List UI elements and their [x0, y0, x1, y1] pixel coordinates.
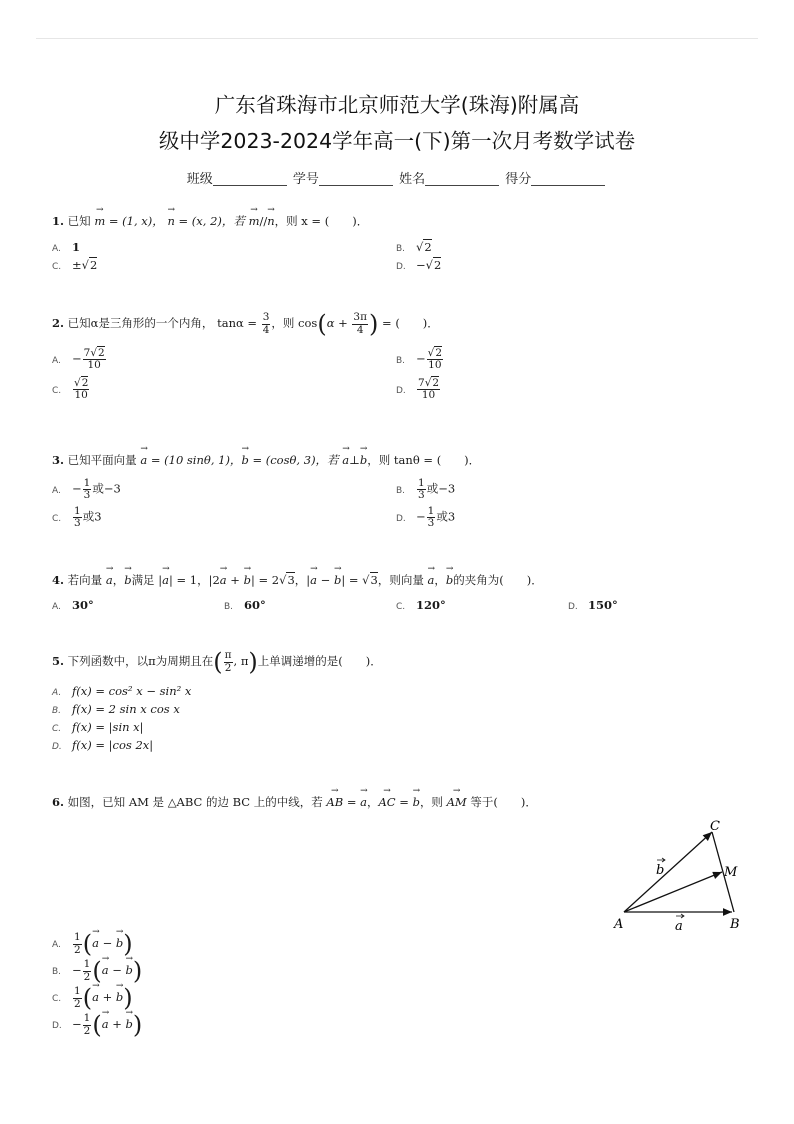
option-value: f(x) = cos² x − sin² x: [72, 684, 192, 698]
option-value: 150°: [588, 598, 618, 612]
vector-n: → n: [267, 214, 274, 228]
question-number: 1.: [52, 214, 65, 228]
q3-b-eq: = (cosθ, 3)，若: [248, 453, 343, 467]
q1-tail: ，则 x = ( )．: [274, 214, 369, 228]
question-6: [52, 794, 537, 810]
vector-a: → a: [220, 573, 227, 587]
option-value: 2: [89, 258, 98, 272]
denominator: 3: [427, 517, 435, 530]
q3-option-b[interactable]: [396, 478, 455, 501]
q1-option-c[interactable]: C. ±√2: [52, 258, 98, 272]
name-blank[interactable]: [425, 171, 499, 186]
median-AM: [624, 872, 722, 912]
numerator: 3π: [353, 311, 367, 324]
coef: 7: [418, 377, 425, 389]
question-number: 5.: [52, 654, 65, 668]
q3-option-d[interactable]: [396, 506, 455, 529]
q4-eq: | = 1，|2: [168, 573, 220, 587]
q2-text: 已知α是三角形的一个内角，: [67, 316, 214, 330]
paren-close: ): [248, 648, 258, 676]
coef: 7: [83, 347, 91, 359]
perp-symbol: ⊥: [349, 453, 360, 467]
q4-option-a[interactable]: [52, 598, 94, 612]
vector-b: → b: [413, 795, 420, 809]
equals: =: [343, 795, 361, 809]
triangle-figure: [600, 812, 760, 938]
numerator: √2: [427, 347, 443, 359]
numerator: 1: [83, 958, 91, 971]
q5-option-c[interactable]: [52, 720, 144, 734]
vector-b: → b: [244, 573, 251, 587]
exam-title-line1: 广东省珠海市北京师范大学(珠海)附属高: [214, 93, 580, 117]
sign: −: [416, 351, 426, 366]
q1-option-d[interactable]: D. −√2: [396, 258, 442, 272]
denominator: 3: [74, 517, 81, 530]
vector-AC: → AC: [379, 795, 396, 809]
comma: ，: [112, 573, 125, 587]
option-label: B.: [52, 967, 62, 977]
minus: −: [317, 573, 334, 587]
vector-AB: → AB: [326, 795, 343, 809]
vector-AM: → AM: [447, 795, 467, 809]
option-value: 2: [424, 240, 432, 254]
student-info-row: [0, 168, 794, 187]
question-2: [52, 312, 439, 336]
sign: −: [416, 509, 426, 524]
fraction-half: [83, 959, 92, 982]
q5-tail: 上单调递增的是( )．: [257, 654, 382, 668]
option-label: B.: [224, 602, 234, 612]
option-label: C.: [52, 724, 62, 734]
point-label-M: M: [724, 865, 738, 880]
value: 3: [94, 509, 102, 524]
option-label: D.: [396, 513, 406, 524]
option-label: A.: [52, 602, 61, 612]
numerator: 1: [74, 505, 81, 517]
fraction: [417, 378, 440, 401]
fraction: [427, 506, 436, 529]
fraction: [73, 378, 89, 401]
vector-b: → b: [126, 963, 133, 977]
option-label: A.: [52, 940, 61, 950]
comma: ，: [367, 795, 379, 809]
option-label: B.: [396, 244, 406, 254]
fraction-half: [83, 1013, 92, 1036]
name-label: 姓名: [399, 172, 426, 187]
q2-cos: ，则 cos: [271, 316, 318, 330]
q3-a-eq: = (10 sinθ, 1)，: [147, 453, 242, 467]
q1-m-eq: = (1, x)，: [105, 214, 164, 228]
question-number: 3.: [52, 453, 65, 467]
score-blank[interactable]: [531, 171, 605, 186]
option-label: C.: [52, 513, 62, 524]
sign: −: [72, 351, 82, 366]
fraction-3pi-4: [352, 312, 368, 335]
q4-eq: | = 2: [250, 573, 280, 587]
q5-option-a[interactable]: [52, 684, 191, 698]
numerator: 1: [427, 505, 435, 517]
option-value: 1: [72, 240, 81, 254]
option-label: A.: [52, 688, 62, 698]
q1-n-eq: = (x, 2)，若: [174, 214, 249, 228]
option-label: B.: [52, 706, 62, 716]
vector-label-a: a: [675, 919, 683, 934]
paren-open: (: [82, 930, 93, 958]
vector-a: → a: [360, 795, 367, 809]
plus: +: [226, 573, 244, 587]
parallel-symbol: //: [259, 214, 268, 228]
or: 或: [92, 481, 104, 496]
question-number: 6.: [52, 795, 65, 809]
q6-text: 如图，已知 AM 是 △ABC 的边 BC 上的中线，若: [67, 795, 327, 809]
vector-a: → a: [427, 573, 434, 587]
q2-option-d[interactable]: [396, 378, 441, 401]
plus: +: [98, 990, 116, 1004]
sign: −: [72, 963, 82, 977]
denominator: 3: [418, 489, 425, 502]
option-value: 30°: [72, 598, 94, 612]
vector-a: → a: [162, 573, 169, 587]
fraction-half: [73, 986, 82, 1009]
q1-option-a[interactable]: [52, 240, 80, 254]
radicand: 3: [370, 573, 378, 587]
minus: −: [108, 963, 126, 977]
q5-option-b[interactable]: [52, 702, 180, 716]
q4-tail: 的夹角为( )．: [453, 573, 543, 587]
q1-option-b[interactable]: B. √2: [396, 240, 432, 254]
q2-option-c[interactable]: [52, 378, 90, 401]
numerator: √2: [74, 377, 89, 389]
q2-option-a[interactable]: [52, 348, 107, 371]
score-label: 得分: [505, 172, 532, 187]
q2-option-b[interactable]: [396, 348, 444, 371]
paren-close: ): [132, 957, 143, 985]
denominator: 2: [224, 661, 232, 674]
q4-text: 若向量: [67, 573, 106, 587]
vector-a: → a: [140, 453, 147, 467]
vector-b: → b: [116, 990, 123, 1004]
vector-b: → b: [116, 936, 123, 950]
fraction: [73, 506, 82, 529]
fraction: [427, 348, 443, 371]
vector-b: → b: [124, 573, 131, 587]
q6-option-c[interactable]: [52, 986, 133, 1010]
radicand: 2: [98, 347, 105, 359]
vector-a: → a: [92, 936, 99, 950]
id-label: 学号: [292, 172, 319, 187]
radicand: 3: [287, 573, 295, 587]
paren-close: ): [123, 984, 133, 1012]
q2-tan: tanα =: [217, 316, 261, 330]
q3-tail: ，则 tanθ = ( )．: [367, 453, 481, 467]
q2-tail: = ( )．: [378, 316, 439, 330]
option-value: f(x) = |cos 2x|: [72, 738, 154, 752]
fraction-3-4: [262, 312, 271, 335]
denominator: 4: [356, 323, 364, 336]
paren-open: (: [213, 648, 223, 676]
exam-title-line2: 级中学2023-2024学年高一(下)第一次月考数学试卷: [158, 129, 636, 153]
fraction: [83, 348, 106, 371]
value: −3: [103, 481, 121, 496]
q5-option-d[interactable]: [52, 738, 153, 752]
numerator: 1: [418, 477, 425, 489]
vector-b: → b: [126, 1017, 133, 1031]
vector-a: → a: [310, 573, 317, 587]
paren-open: (: [92, 1011, 102, 1039]
option-label: C.: [396, 602, 406, 612]
fraction: [417, 478, 426, 501]
vector-a: → a: [106, 573, 113, 587]
minus: −: [98, 936, 116, 950]
denominator: 10: [87, 359, 101, 372]
vertex-label-B: B: [730, 917, 740, 932]
denominator: 10: [421, 389, 436, 402]
plus: +: [108, 1017, 126, 1031]
numerator: 1: [74, 985, 81, 998]
q3-option-a[interactable]: [52, 478, 121, 501]
q6-tail: 等于( )．: [466, 795, 537, 809]
paren-open: (: [92, 957, 102, 985]
radicand: 2: [432, 377, 440, 389]
question-number: 4.: [52, 573, 65, 587]
or: 或: [436, 509, 448, 524]
vector-a: → a: [102, 1017, 109, 1031]
option-value: f(x) = 2 sin x cos x: [72, 702, 180, 716]
q6-option-d[interactable]: [52, 1013, 142, 1037]
or: 或: [426, 481, 439, 496]
fraction: [83, 478, 92, 501]
class-label: 班级: [186, 172, 213, 187]
vector-a: → a: [92, 990, 99, 1004]
vector-m: → m: [94, 214, 105, 228]
q4-eq: | =: [341, 573, 363, 587]
question-1: [52, 213, 368, 229]
sign: −: [72, 481, 82, 496]
question-3: [52, 452, 480, 468]
header-rule: [36, 38, 758, 39]
numerator: 1: [83, 477, 91, 489]
paren-close: ): [369, 310, 379, 338]
fraction-half: [73, 932, 82, 955]
paren-open: (: [317, 310, 327, 338]
option-sign: −: [416, 258, 426, 272]
vector-b: → b: [360, 453, 367, 467]
q5-text: 下列函数中，以π为周期且在: [67, 654, 214, 668]
q4-eq: ，|: [294, 573, 311, 587]
vector-label-b: b: [656, 863, 665, 878]
vertex-label-C: C: [710, 819, 720, 834]
option-label: C.: [52, 262, 62, 272]
q4-text: ，则向量: [377, 573, 428, 587]
denominator: 2: [83, 1024, 91, 1037]
question-number: 2.: [52, 316, 65, 330]
denominator: 10: [74, 389, 88, 402]
vector-a: → a: [342, 453, 349, 467]
option-sign: ±: [72, 258, 82, 272]
numerator: π: [224, 649, 232, 662]
option-label: C.: [52, 994, 62, 1004]
denominator: 2: [83, 970, 91, 983]
numerator: 7√2: [83, 347, 105, 359]
q4-option-d[interactable]: [568, 598, 618, 612]
equals: =: [395, 795, 413, 809]
numerator: 1: [83, 1012, 91, 1025]
denominator: 2: [74, 997, 81, 1010]
radicand: 2: [435, 347, 443, 359]
option-label: A.: [52, 355, 61, 366]
class-blank[interactable]: [213, 171, 287, 186]
question-5: [52, 650, 382, 674]
q4-option-b[interactable]: [224, 598, 266, 612]
interval-end: , π: [233, 654, 249, 668]
option-label: D.: [52, 1021, 62, 1031]
vector-b: → b: [241, 453, 248, 467]
q2-alpha: α +: [326, 316, 352, 330]
option-label: D.: [568, 602, 578, 612]
option-value: 2: [433, 258, 442, 272]
paren-close: ): [132, 1011, 143, 1039]
q6-option-a[interactable]: [52, 932, 133, 956]
option-label: B.: [396, 355, 406, 366]
vector-m: → m: [249, 214, 260, 228]
option-label: D.: [396, 262, 406, 272]
option-label: A.: [52, 485, 61, 496]
paren-open: (: [82, 984, 93, 1012]
option-label: D.: [52, 742, 62, 752]
q6-option-b[interactable]: [52, 959, 142, 983]
q6-text: ，则: [419, 795, 447, 809]
q3-text: 已知平面向量: [67, 453, 141, 467]
denominator: 4: [262, 323, 270, 336]
option-value: 60°: [244, 598, 266, 612]
vector-n: → n: [167, 214, 174, 228]
vector-b: → b: [334, 573, 341, 587]
denominator: 3: [83, 489, 91, 502]
paren-close: ): [123, 930, 133, 958]
or: 或: [82, 509, 95, 524]
numerator: 1: [74, 931, 81, 944]
q4-text: 满足 |: [131, 573, 163, 587]
denominator: 10: [428, 359, 442, 372]
question-4: 4. 若向量 → a，→ b满足 |→ a| = 1，|2→ a + → b| = 2√3，|→ a − → b| = √3，则向量 → a，→ b的夹角为( )．: [52, 572, 543, 588]
vector-a: → a: [102, 963, 109, 977]
q3-option-c[interactable]: [52, 506, 102, 529]
option-value: 120°: [416, 598, 446, 612]
option-label: D.: [396, 385, 406, 396]
option-label: A.: [52, 244, 61, 254]
q1-text: 已知: [67, 214, 91, 228]
side-AC: [624, 832, 712, 912]
comma: ，: [434, 573, 446, 587]
radicand: 2: [81, 377, 89, 389]
denominator: 2: [74, 943, 81, 956]
numerator: 7√2: [418, 377, 440, 389]
option-value: f(x) = |sin x|: [72, 720, 144, 734]
q4-option-c[interactable]: [396, 598, 446, 612]
option-label: B.: [396, 485, 406, 496]
sign: −: [72, 1017, 82, 1031]
vector-b: → b: [446, 573, 453, 587]
id-blank[interactable]: [319, 171, 393, 186]
vertex-label-A: A: [614, 917, 624, 932]
option-label: C.: [52, 385, 62, 396]
value: −3: [438, 481, 456, 496]
fraction-pi-2: [224, 650, 233, 673]
numerator: 3: [262, 311, 270, 324]
value: 3: [447, 509, 456, 524]
